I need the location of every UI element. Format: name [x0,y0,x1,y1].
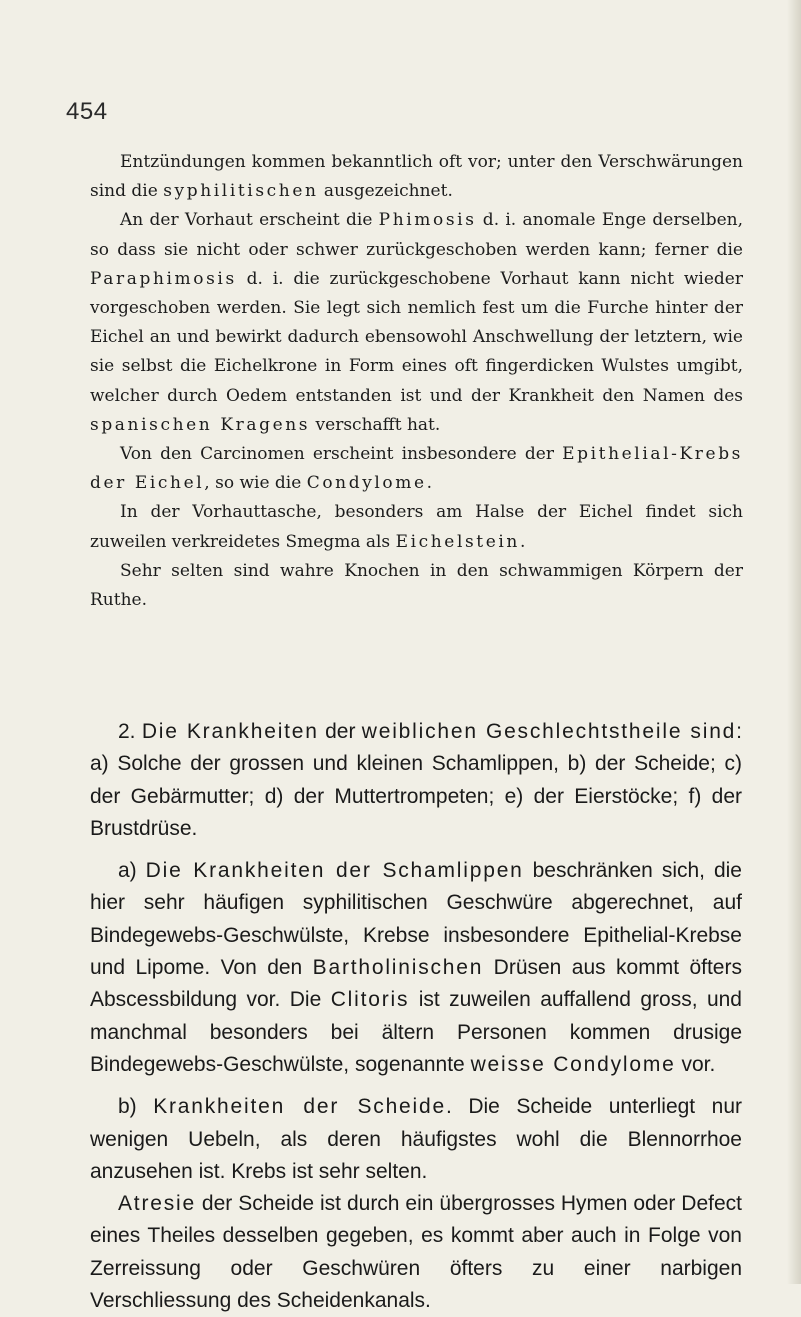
spaced-term: Paraphimosis [90,268,237,289]
paragraph-carcinomas: Von den Carcinomen erscheint insbesondere der Epithelial-Krebs der Eichel, so wie die Condylome. [90,444,743,494]
paragraph-labia: a) Die Krankheiten der Schamlippen beschränken sich, die hier sehr häufigen syphilitischen Geschwüre abgerechnet, auf Bindegewebs-Geschwülste, Krebse insbesondere Epithelial-Krebse und Lipome. Von den Bartholinischen Drüsen aus kommt öfters Abscessbildung vor. Die Clitoris ist zuweilen auffallend gross, und manchmal besonders bei ältern Personen kommen drusige Bindegewebs-Geschwülste, sogenannte weisse Condylome vor. [90,859,742,1076]
paragraph-bones: Sehr selten sind wahre Knochen in den schwammigen Körpern der Ruthe. [90,560,743,611]
spaced-term: weisse Condylome [470,1052,676,1076]
spaced-term: Clitoris [330,988,410,1012]
section-male-diseases [90,148,743,615]
spaced-term: Die Krankheiten der Schamlippen [145,859,524,883]
spaced-term: Krankheiten der Scheide [153,1095,446,1119]
spaced-term: weiblichen Geschlechtstheile sind [361,720,737,743]
spaced-term: Atresie [118,1192,196,1216]
spaced-term: Die Krankheiten [141,720,319,743]
paragraph-phimosis: An der Vorhaut erscheint die Phimosis d. i. anomale Enge derselben, so dass sie nicht oder schwer zurückgeschoben werden kann; ferner die Paraphimosis d. i. die zurückgeschobene Vorhaut kann nicht wieder vorgeschoben werden. Sie legt sich nemlich fest um die Furche hinter der Eichel an und bewirkt dadurch ebensowohl Anschwellung der letztern, wie sie selbst die Eichelkrone in Form eines oft fingerdicken Wulstes umgibt, welcher durch Oedem entstanden ist und der Krankheit den Namen des spanischen Kragens verschafft hat. [90,210,743,435]
spaced-term: syphilitischen [163,181,319,202]
paragraph-inflammations: Entzündungen kommen bekanntlich oft vor; unter den Verschwärungen sind die syphilitischen ausgezeichnet. [90,152,743,202]
spaced-term: Phimosis [378,210,477,231]
spaced-term: Eichelstein [395,531,520,552]
paragraph-vagina: b) Krankheiten der Scheide. Die Scheide unterliegt nur wenigen Uebeln, als deren häufigstes wohl die Blennorrhoe anzusehen ist. Krebs ist sehr selten. [90,1095,743,1183]
section-female-diseases [90,716,742,1317]
spaced-term: Condylome [306,473,427,494]
page-number: 454 [66,98,108,125]
page-edge-shadow [787,0,801,1284]
spaced-term: spanischen Kragens [90,414,311,435]
section-heading: 2. Die Krankheiten der weiblichen Geschlechtstheile sind: a) Solche der grossen und kleinen Schamlippen, b) der Scheide; c) der Gebärmutter; d) der Muttertrompeten; e) der Eierstöcke; f) der Brustdrüse. [90,720,742,840]
spaced-term: Epithelial-Krebs der Eichel [90,444,743,494]
spaced-term: Bartholinischen [312,956,484,980]
paragraph-atresia: Atresie der Scheide ist durch ein übergrosses Hymen oder Defect eines Theiles desselben gegeben, es kommt aber auch in Folge von Zerreissung oder Geschwüren öfters zu einer narbigen Verschliessung des Scheidenkanals. [90,1192,742,1313]
paragraph-smegma: In der Vorhauttasche, besonders am Halse der Eichel findet sich zuweilen verkreidetes Smegma als Eichelstein. [90,502,743,552]
